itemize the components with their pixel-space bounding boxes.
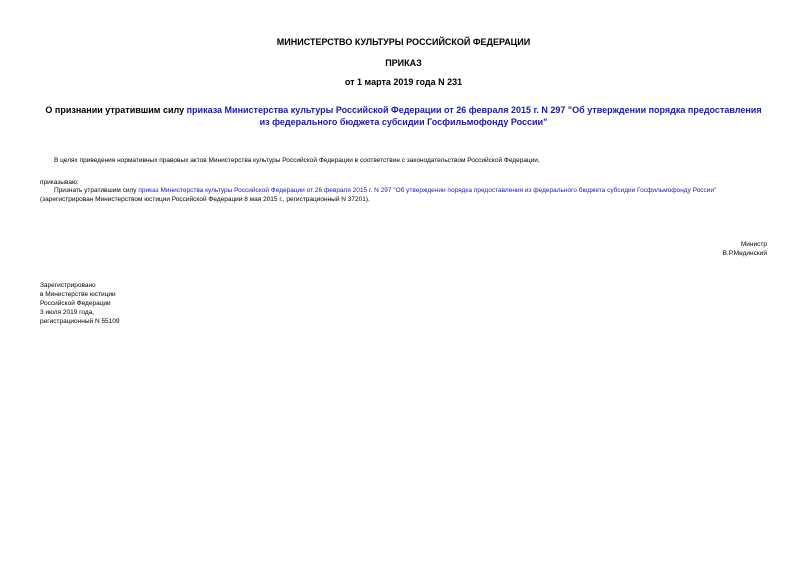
title-link[interactable]: приказа Министерства культуры Российской Федерации от 26 февраля 2015 г. N 297 "Об утверждении порядка предоставления из федерального бюджета субсидии Госфильмофонду России"	[186, 105, 762, 127]
title-prefix: О признании утратившим силу	[45, 105, 187, 115]
registration-line: Зарегистрировано	[40, 282, 96, 289]
document-type: ПРИКАЗ	[385, 58, 422, 68]
signer-name: В.Р.Мединский	[722, 250, 767, 257]
registration-block	[40, 281, 120, 326]
order-word: приказываю:	[40, 179, 79, 186]
repealed-order-link[interactable]: приказ Министерства культуры Российской Федерации от 26 февраля 2015 г. N 297 "Об утверждении порядка предоставления из федерального бюджета субсидии Госфильмофонду России"	[138, 187, 717, 194]
document-title	[40, 104, 767, 128]
registration-line: Российской Федерации	[40, 300, 111, 307]
preamble-text: В целях приведения нормативных правовых актов Министерства культуры Российской Федерации в соответствие с законодательством Российской Федерации,	[54, 157, 540, 164]
order-paragraph	[40, 186, 770, 204]
signature-block	[723, 240, 767, 258]
registration-line: в Министерстве юстиции	[40, 291, 116, 298]
paragraph-prefix: Признать утратившим силу	[54, 187, 139, 194]
document-date-number: от 1 марта 2019 года N 231	[344, 77, 463, 87]
registration-line: регистрационный N 55109	[40, 318, 120, 325]
paragraph-suffix: (зарегистрирован Министерством юстиции Российской Федерации 8 мая 2015 г., регистрационный N 37201).	[40, 196, 370, 203]
signer-position: Министр	[740, 241, 767, 248]
registration-line: 3 июля 2019 года,	[40, 309, 95, 316]
ministry-heading: МИНИСТЕРСТВО КУЛЬТУРЫ РОССИЙСКОЙ ФЕДЕРАЦИИ	[276, 37, 531, 47]
